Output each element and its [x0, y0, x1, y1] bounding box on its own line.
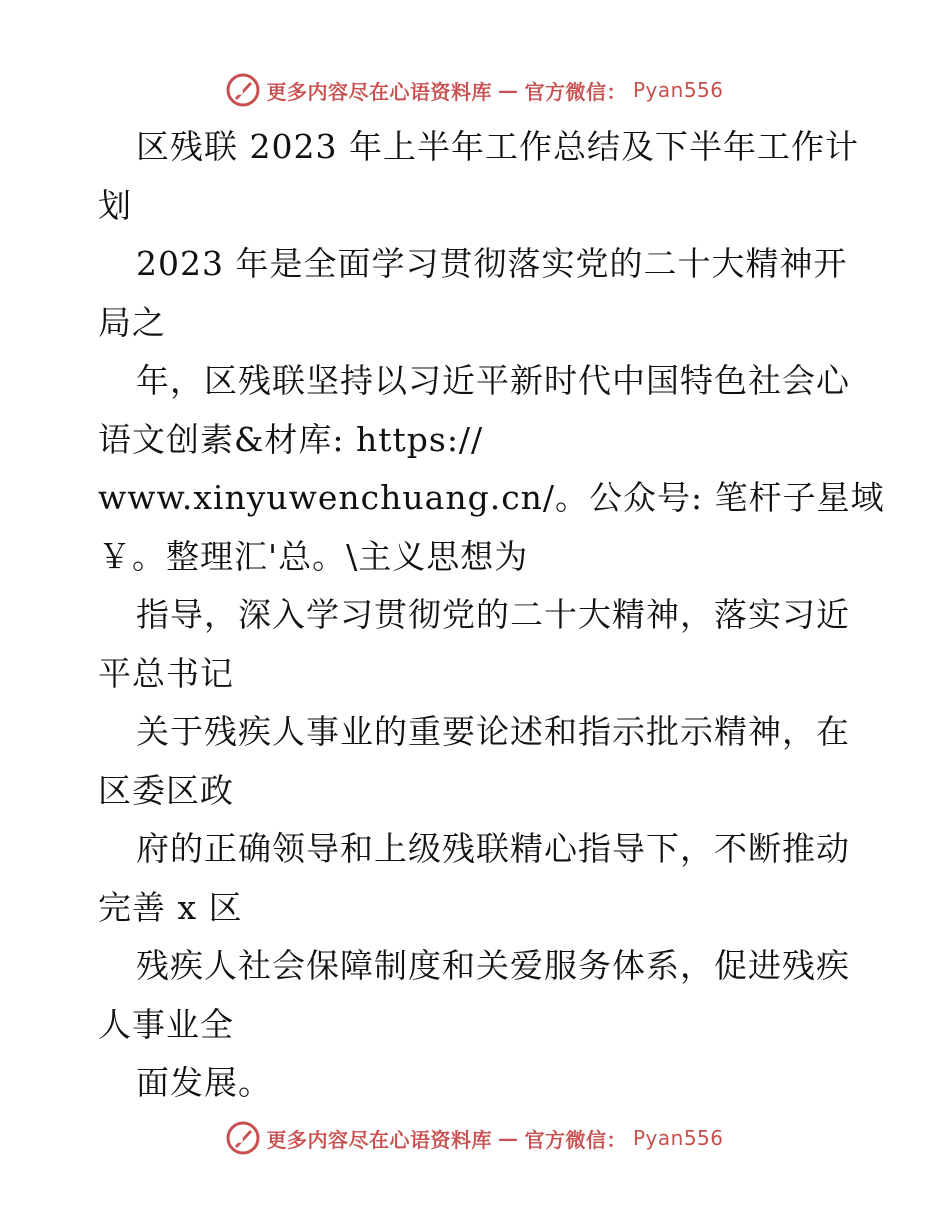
text-line: 指导，深入学习贯彻党的二十大精神，落实习近	[136, 595, 850, 634]
text-line: 区残联 2023 年上半年工作总结及下半年工作计	[136, 127, 859, 166]
watermark-wechat-id: Pyan556	[632, 78, 724, 102]
text-line: 完善 x 区	[98, 887, 243, 927]
text-line: 区委区政	[98, 770, 234, 810]
text-line: www.xinyuwenchuang.cn/。公众号: 笔杆子星域	[98, 478, 885, 517]
text-line: 年，区残联坚持以习近平新时代中国特色社会心	[136, 361, 850, 400]
text-line: 面发展。	[136, 1063, 272, 1102]
watermark-slogan: 更多内容尽在心语资料库	[266, 79, 492, 104]
text-line: 关于残疾人事业的重要论述和指示批示精神，在	[136, 712, 850, 751]
watermark-slogan: 更多内容尽在心语资料库	[266, 1127, 492, 1152]
watermark-dash: —	[497, 78, 519, 102]
text-line: 局之	[98, 302, 166, 342]
watermark-wechat-label: 官方微信：	[524, 79, 627, 104]
document-body	[98, 118, 885, 1113]
watermark-dash: —	[497, 1126, 519, 1150]
header-watermark	[0, 70, 950, 110]
quill-logo-icon	[226, 73, 260, 107]
text-line: 残疾人社会保障制度和关爱服务体系，促进残疾	[136, 946, 850, 985]
text-line: ￥。整理汇'总。\主义思想为	[98, 536, 529, 576]
text-line: 语文创素&材库: https://	[98, 419, 484, 459]
text-line: 2023 年是全面学习贯彻落实党的二十大精神开	[136, 244, 848, 283]
text-line: 划	[98, 185, 132, 225]
footer-watermark	[0, 1118, 950, 1158]
text-line: 平总书记	[98, 653, 234, 693]
quill-logo-icon	[226, 1121, 260, 1155]
watermark-wechat-label: 官方微信：	[524, 1127, 627, 1152]
text-line: 府的正确领导和上级残联精心指导下，不断推动	[136, 829, 850, 868]
watermark-wechat-id: Pyan556	[632, 1126, 724, 1150]
text-line: 人事业全	[98, 1004, 234, 1044]
